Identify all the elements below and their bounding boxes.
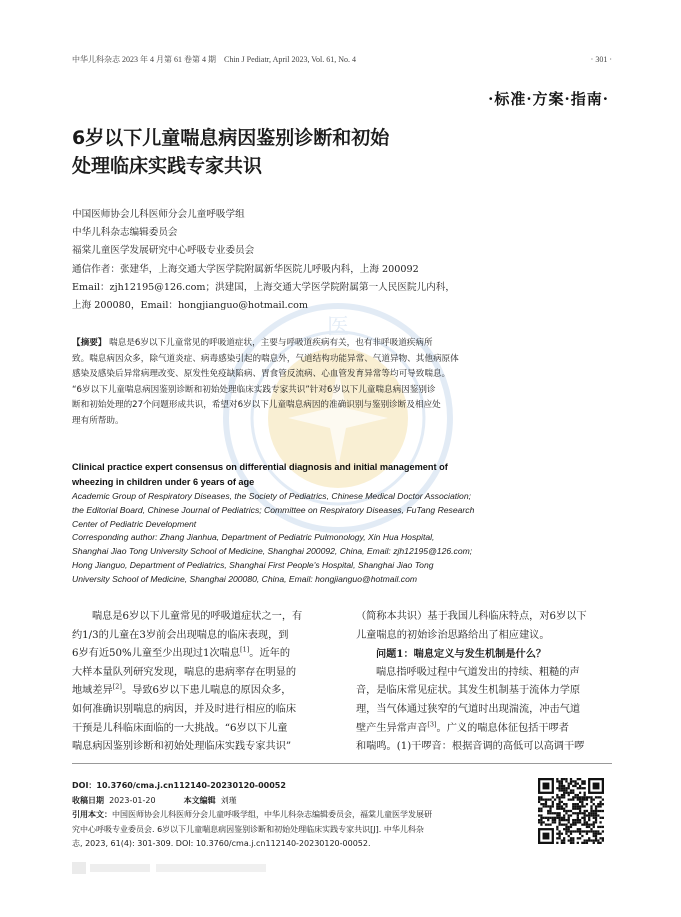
qr-code[interactable] [538,778,604,844]
affiliation-line: University School of Medicine, Shanghai 200080, China, Email: hongjianguo@hotmail.com [72,573,418,584]
body-line: 干预是儿科临床面临的一大挑战。“6岁以下儿童 [72,722,288,734]
abstract-line: 致。喘息病因众多，除气道炎症、病毒感染引起的喘息外，气道结构功能异常、气道异物、其他病原体 [72,353,459,364]
journal-logo-watermark [72,858,272,878]
affiliation-line: Corresponding author: Zhang Jianhua, Department of Pediatric Pulmonology, Xin Hua Hospital, [72,532,435,543]
body-line [72,682,330,701]
citation-ref[interactable]: [3] [427,720,437,729]
body-line: 大样本量队列研究发现，喘息的患病率存在明显的 [72,666,297,678]
author-line: 中国医师协会儿科医师分会儿童呼吸学组 [72,209,245,220]
body-line: 喘息病因鉴别诊断和初始处理临床实践专家共识” [72,741,292,753]
body-line: 音，是临床常见症状。其发生机制基于流体力学原 [356,685,581,697]
article-title [72,124,612,180]
running-head-journal: 中华儿科杂志 2023 年 4 月第 61 卷第 4 期 Chin J Pediatr, April 2023, Vol. 61, No. 4 [72,55,357,64]
question-heading: 问题1：喘息定义与发生机制是什么？ [376,648,547,661]
body-text: 地域差异 [72,685,113,697]
body-text: 。广义的喘息体征包括干啰者 [436,722,569,734]
page-number: · 301 · [590,55,612,64]
author-line: 福棠儿童医学发展研究中心呼吸专业委员会 [72,245,255,257]
abstract-line: 断和初始处理的27个问题形成共识，希望对6岁以下儿童喘息病因的准确识别与鉴别诊断及相应处 [72,400,441,411]
body-text: 6岁有近50%儿童至少出现过1次喘息 [72,648,241,660]
body-line [356,720,614,739]
body-text: 。近年的 [249,648,291,660]
body-line: 喘息指呼吸过程中气道发出的持续、粗糙的声 [376,666,580,678]
abstract-line: 理有所帮助。 [72,415,124,426]
editor-label: 本文编辑 [183,795,216,805]
body-line: （简称本共识）基于我国儿科临床特点，对6岁以下 [356,611,587,622]
article-footer [72,779,532,852]
body-line: 儿童喘息的初始诊治思路给出了相应建议。 [356,629,550,641]
received-label: 收稿日期 [72,795,104,805]
citation-text: 中国医师协会儿科医师分会儿童呼吸学组，中华儿科杂志编辑委员会，福棠儿童医学发展研 [112,810,432,819]
citation-label: 引用本文： [72,810,112,819]
affiliation-line: Hong Jianguo, Department of Pediatrics, Shanghai First People's Hospital, Shanghai Jiao Tong [72,559,434,570]
abstract-line: “6岁以下儿童喘息病因鉴别诊断和初始处理临床实践专家共识”针对6岁以下儿童喘息病因鉴别诊 [72,384,436,395]
author-line: 通信作者：张建华，上海交通大学医学院附属新华医院儿呼吸内科，上海 200092 [72,263,419,275]
author-line: 上海 200080，Email：hongjianguo@hotmail.com [72,300,308,312]
body-column-right [356,608,614,757]
body-text: 。导致6岁以下患儿喘息的原因众多， [121,685,292,697]
body-line: 喘息是6岁以下儿童常见的呼吸道症状之一，有 [92,611,303,622]
citation-line: 志, 2023, 61(4): 301-309. DOI: 10.3760/cma.j.cn112140-20230120-00052. [72,839,371,848]
citation-ref[interactable]: [2] [112,682,122,691]
body-line: 如何准确识别喘息的病因，并及时进行相应的临床 [72,703,297,715]
svg-text:医: 医 [326,315,350,340]
running-head [72,54,612,66]
doi[interactable]: DOI：10.3760/cma.j.cn112140-20230120-00052 [72,781,286,790]
received-date: 2023-01-20 [109,795,156,805]
section-label: ·标准·方案·指南· [488,90,609,108]
abstract-label: 【摘要】 [72,338,107,348]
english-title-line: wheezing in children under 6 years of age [72,476,255,487]
body-line [72,645,330,664]
title-line-1: 6岁以下儿童喘息病因鉴别诊断和初始 [72,127,390,149]
author-line: Email：zjh12195@126.com；洪建国，上海交通大学医学院附属第一人民医院儿内科， [72,281,455,293]
body-text: 壁产生异常声音 [356,722,428,734]
affiliation-line: Academic Group of Respiratory Diseases, the Society of Pediatrics, Chinese Medical Doctor Association; [72,491,471,501]
english-header [72,460,612,587]
abstract-line: 感染及感染后异常病理改变、原发性免疫缺陷病、胃食管反流病、心血管发育异常等均可导致喘息。 [72,369,451,380]
body-line: 和喘鸣。(1)干啰音：根据音调的高低可以高调干啰 [356,741,585,753]
body-column-left [72,608,330,757]
footer-divider [72,763,612,764]
chinese-abstract [72,336,612,430]
affiliation-line: Center of Pediatric Development [72,518,197,529]
body-line: 理，当气体通过狭窄的气道时出现湍流，冲击气道 [356,703,581,715]
author-line: 中华儿科杂志编辑委员会 [72,227,178,239]
received-and-editor [72,794,532,809]
affiliation-line: Shanghai Jiao Tong University School of Medicine, Shanghai 200092, China, Email: zjh12195@126.com; [72,546,473,557]
citation-line: 究中心呼吸专业委员会. 6岁以下儿童喘息病因鉴别诊断和初始处理临床实践专家共识[J]. 中华儿科杂 [72,824,424,834]
citation-ref[interactable]: [1] [240,645,250,654]
english-affiliations [72,490,612,587]
abstract-line: 喘息是6岁以下儿童常见的呼吸道症状，主要与呼吸道疾病有关，也有非呼吸道疾病所 [109,338,433,348]
editor-name: 刘瑾 [220,795,237,805]
title-line-2: 处理临床实践专家共识 [72,155,263,177]
body-line: 约1/3的儿童在3岁前会出现喘息的临床表现，到 [72,629,289,641]
english-title [72,460,612,489]
affiliation-line: the Editorial Board, Chinese Journal of Pediatrics; Committee on Respiratory Diseases, FuTang Research [72,504,475,515]
citation-line [72,808,532,823]
english-title-line: Clinical practice expert consensus on differential diagnosis and initial management of [72,462,448,472]
